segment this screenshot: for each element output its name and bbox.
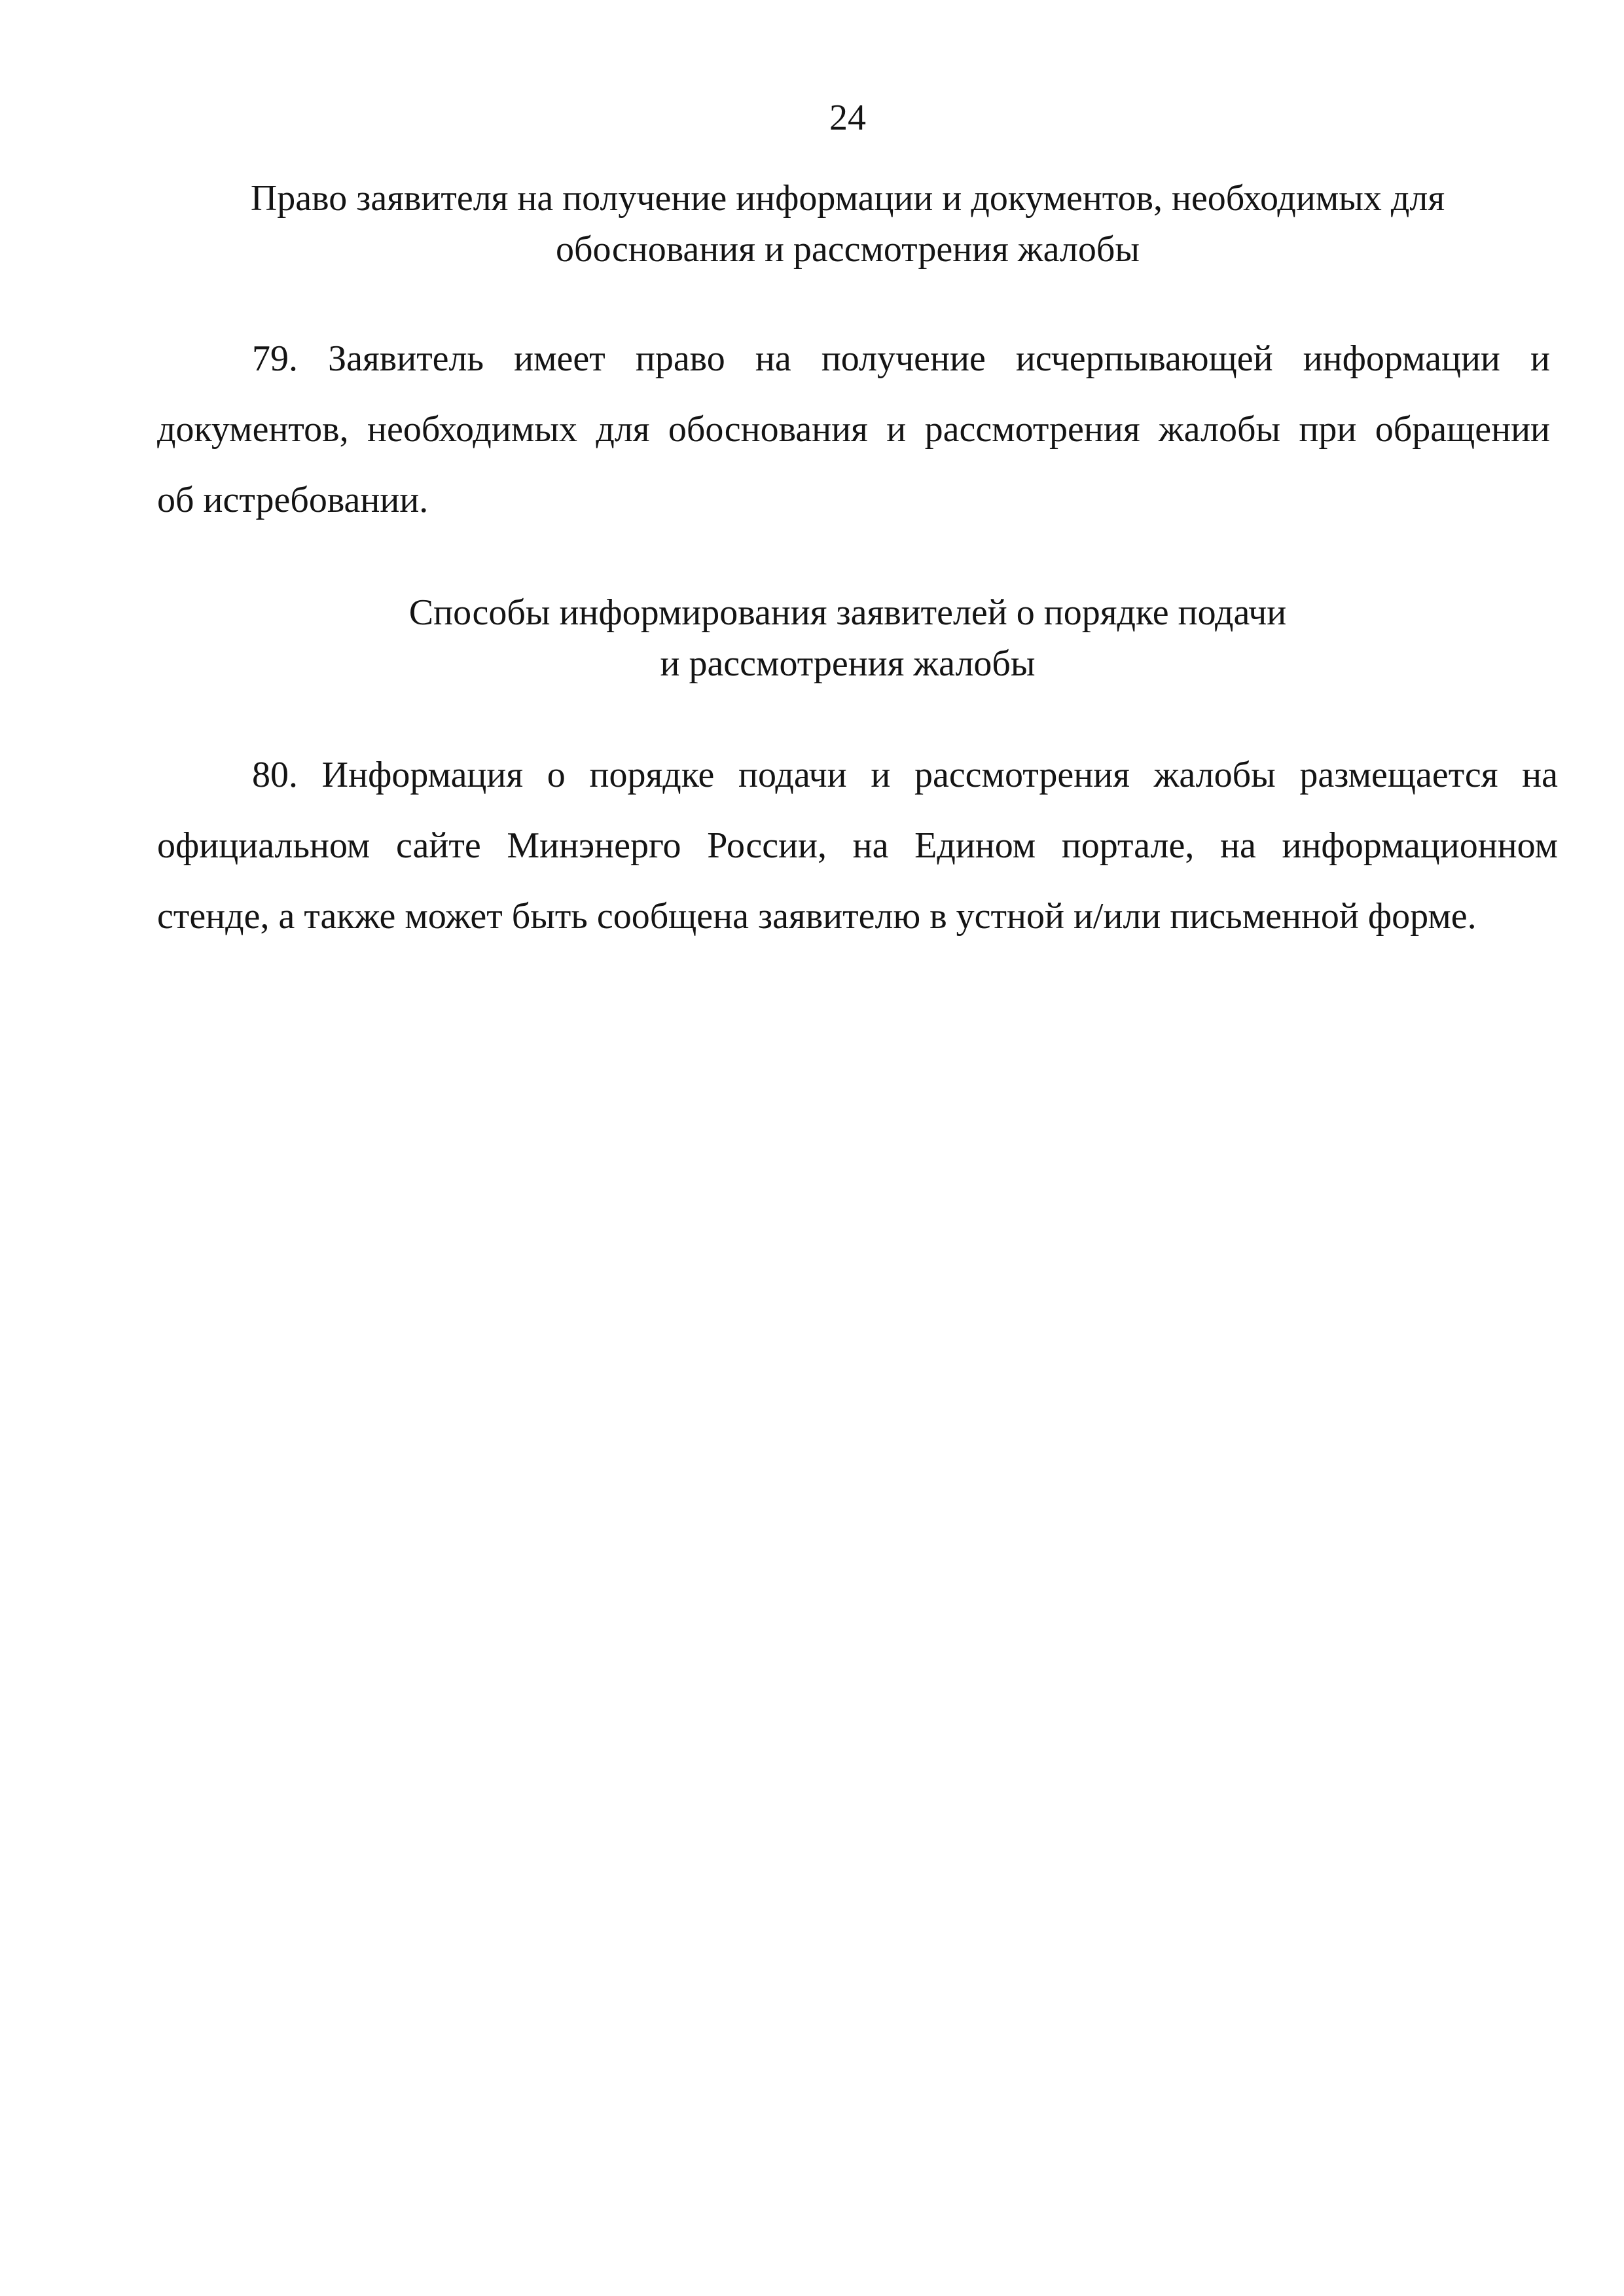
heading-line: и рассмотрения жалобы xyxy=(660,643,1036,684)
paragraph-line: 79. Заявитель имеет право на получение исчерпывающей информации и xyxy=(252,338,1550,379)
heading-line: Право заявителя на получение информации и документов, необходимых для xyxy=(250,178,1445,219)
paragraph-line: официальном сайте Минэнерго России, на Едином портале, на информационном xyxy=(157,825,1558,866)
paragraph-line: об истребовании. xyxy=(157,480,429,520)
paragraph-79 xyxy=(157,323,1550,535)
heading-line: Способы информирования заявителей о порядке подачи xyxy=(408,592,1287,633)
paragraph-line: стенде, а также может быть сообщена заявителю в устной и/или письменной форме. xyxy=(157,896,1477,937)
paragraph-line: 80. Информация о порядке подачи и рассмотрения жалобы размещается на xyxy=(252,755,1558,795)
section-heading-applicant-rights xyxy=(157,173,1538,275)
page-number: 24 xyxy=(829,98,866,138)
section-heading-informing-methods xyxy=(157,587,1538,689)
heading-line: обоснования и рассмотрения жалобы xyxy=(555,229,1140,270)
paragraph-80 xyxy=(157,740,1558,952)
paragraph-line: документов, необходимых для обоснования и рассмотрения жалобы при обращении xyxy=(157,409,1550,450)
